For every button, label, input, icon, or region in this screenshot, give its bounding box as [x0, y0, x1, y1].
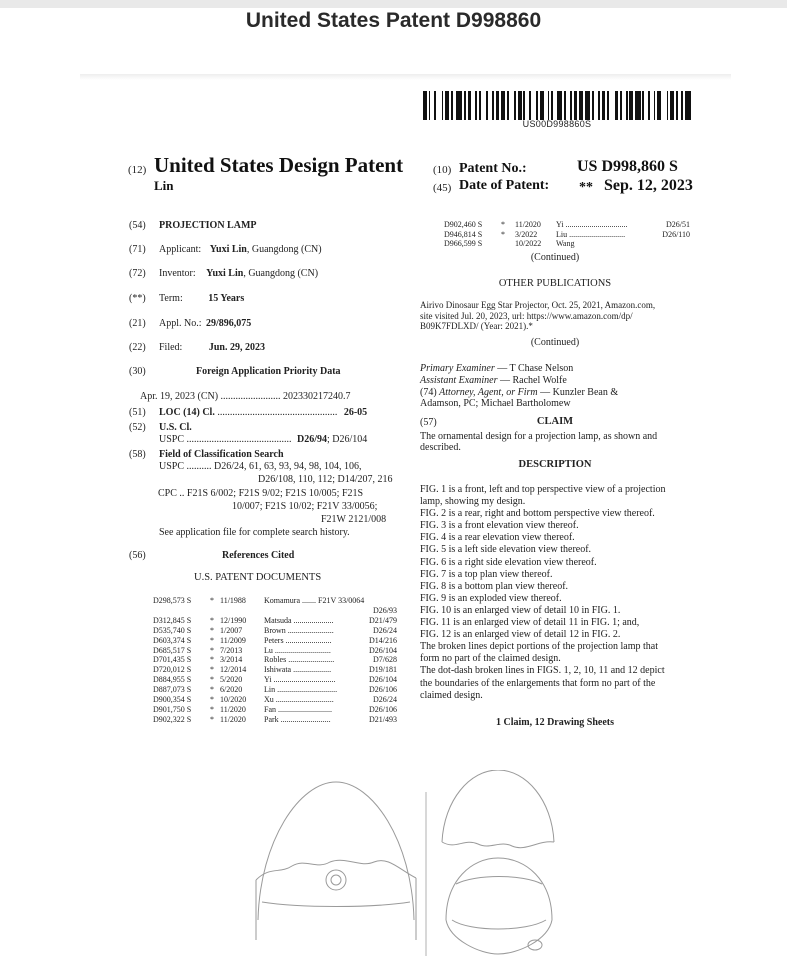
inventor-field	[159, 268, 318, 279]
claim-title: CLAIM	[536, 416, 574, 427]
claim-text	[420, 431, 690, 453]
reference-star: *	[210, 625, 214, 635]
inventor-label: Inventor:	[159, 268, 196, 279]
reference-star: *	[210, 655, 214, 665]
reference-date: 11/1988	[220, 596, 246, 605]
description-line: FIG. 4 is a rear elevation view thereof.	[420, 532, 575, 544]
design-drawings	[250, 770, 670, 956]
patent-no-label: Patent No.:	[459, 161, 527, 176]
search-line: CPC .. F21S 6/002; F21S 9/02; F21S 10/005; F21S	[158, 488, 364, 499]
search-line: D26/108, 110, 112; D14/207, 216	[258, 474, 393, 485]
loc-label: LOC (14) Cl.	[159, 407, 215, 418]
continued-label: (Continued)	[530, 252, 580, 263]
other-publication	[420, 300, 690, 332]
other-publication-line: B09K7FDLXD/ (Year: 2021).*	[420, 321, 533, 331]
us-cl-rest-value: ; D26/104	[327, 434, 368, 445]
term-value: 15 Years	[208, 293, 245, 304]
reference-number: D966,599 S	[444, 239, 483, 249]
field-30-num: (30)	[129, 366, 146, 377]
claim-text-line: The ornamental design for a projection lamp, as shown and	[420, 431, 658, 442]
reference-number: D685,517 S	[153, 645, 192, 655]
claim-text-line: described.	[420, 442, 461, 454]
reference-number: D900,354 S	[153, 695, 192, 704]
reference-star: *	[210, 645, 214, 655]
reference-name: Liu ............................	[556, 229, 626, 239]
primary-examiner	[420, 363, 690, 374]
inventor-name: Yuxi Lin	[206, 268, 244, 279]
description-line: The dot-dash broken lines in FIGS. 1, 2, 10, 11 and 12 depict	[420, 665, 665, 677]
reference-name: Xu .............................	[264, 695, 334, 704]
code-12: (12)	[128, 164, 147, 176]
loc-value: 26-05	[343, 407, 368, 418]
other-publication-line: Airivo Dinosaur Egg Star Projector, Oct. 25, 2021, Amazon.com,	[420, 300, 656, 310]
reference-star: *	[501, 229, 505, 239]
reference-name: Peters .......................	[264, 635, 332, 645]
description-line: claimed design.	[420, 689, 483, 701]
reference-star: *	[501, 220, 505, 229]
description-line: FIG. 12 is an enlarged view of detail 12 in FIG. 2.	[420, 629, 621, 641]
description-line: FIG. 8 is a bottom plan view thereof.	[420, 580, 569, 592]
date-value: Sep. 12, 2023	[604, 177, 693, 194]
reference-class: D19/181	[369, 665, 397, 675]
inventor-place: , Guangdong (CN)	[243, 268, 319, 279]
reference-name: Wang	[556, 239, 575, 249]
attorney-name-1: — Kunzler Bean &	[537, 387, 619, 398]
reference-class: D7/628	[373, 655, 397, 665]
filed-label: Filed:	[159, 342, 183, 353]
reference-number: D720,012 S	[153, 665, 192, 675]
reference-number: D902,460 S	[444, 220, 483, 229]
field-54-num: (54)	[129, 220, 146, 231]
reference-class: D26/24	[373, 695, 397, 704]
reference-date: 3/2022	[515, 229, 538, 239]
reference-class: D21/493	[369, 714, 397, 724]
reference-star: *	[210, 704, 214, 714]
reference-name: Brown .......................	[264, 625, 334, 635]
search-line: F21W 2121/008	[321, 514, 387, 525]
inventor-surname: Lin	[154, 178, 174, 193]
field-of-search-label: Field of Classification Search	[159, 449, 284, 460]
reference-date: 1/2007	[220, 625, 243, 635]
field-22-num: (22)	[129, 342, 146, 353]
description-line: FIG. 2 is a rear, right and bottom perspective view thereof.	[420, 508, 655, 520]
reference-number: D901,750 S	[153, 704, 192, 714]
reference-number: D298,573 S	[153, 596, 192, 605]
reference-date: 7/2013	[220, 645, 243, 655]
reference-name: Robles .......................	[264, 655, 335, 665]
filed-field	[159, 342, 265, 353]
reference-star: *	[210, 695, 214, 704]
attorney	[420, 387, 690, 409]
reference-number: D902,322 S	[153, 714, 192, 724]
filed-value: Jun. 29, 2023	[208, 342, 265, 353]
code-10: (10)	[433, 164, 452, 176]
reference-name: Matsuda ....................	[264, 615, 334, 625]
reference-date: 12/2014	[220, 665, 247, 675]
reference-number: D535,740 S	[153, 625, 192, 635]
reference-name: Yi ...............................	[556, 220, 628, 229]
reference-date: 10/2022	[515, 239, 542, 249]
description-line: FIG. 3 is a front elevation view thereof.	[420, 520, 579, 532]
page-title: United States Patent D998860	[245, 9, 542, 32]
patent-no-value: US D998,860 S	[577, 158, 678, 175]
reference-date: 5/2020	[220, 675, 243, 685]
priority-data-row: Apr. 19, 2023 (CN) ........................ 202330217240.7	[140, 391, 351, 402]
reference-class: D26/104	[369, 645, 397, 655]
reference-star: *	[210, 665, 214, 675]
primary-examiner-label: Primary Examiner	[420, 363, 495, 374]
description-line: FIG. 11 is an enlarged view of detail 11 in FIG. 1; and,	[420, 617, 640, 629]
us-cl-uspc: USPC ..........................................	[159, 434, 292, 445]
us-patent-documents-title: U.S. PATENT DOCUMENTS	[194, 572, 322, 583]
field-52-num: (52)	[129, 422, 146, 433]
description-line: FIG. 1 is a front, left and top perspective view of a projection	[420, 484, 666, 495]
description-line: FIG. 7 is a top plan view thereof.	[420, 568, 553, 580]
claims-count: 1 Claim, 12 Drawing Sheets	[495, 717, 615, 728]
claim-num: (57)	[420, 417, 437, 428]
reference-star: *	[210, 635, 214, 645]
description-line: FIG. 10 is an enlarged view of detail 10 in FIG. 1.	[420, 604, 621, 616]
reference-class: D26/93	[373, 605, 397, 615]
reference-name: Ishiwata ...................	[264, 665, 332, 675]
reference-class: D26/104	[369, 675, 397, 685]
field-72-num: (72)	[129, 268, 146, 279]
front-view-drawing	[256, 782, 416, 940]
term-label: Term:	[159, 293, 183, 304]
description-line: form no part of the claimed design.	[420, 653, 561, 665]
other-publications-title: OTHER PUBLICATIONS	[498, 278, 612, 289]
reference-name: Fan ...........................	[264, 704, 332, 714]
reference-class: D26/110	[662, 229, 690, 239]
reference-number: D887,073 S	[153, 685, 192, 695]
reference-date: 10/2020	[220, 695, 247, 704]
reference-date: 11/2020	[220, 704, 246, 714]
reference-number: D884,955 S	[153, 675, 192, 685]
barcode	[423, 91, 691, 120]
applicant-name: Yuxi Lin	[209, 244, 247, 255]
reference-star: *	[210, 685, 214, 695]
field-21-num: (21)	[129, 318, 146, 329]
reference-name: Lu ............................	[264, 645, 331, 655]
description-body	[420, 484, 690, 702]
reference-name: Yi ...............................	[264, 675, 336, 685]
top-bar	[0, 0, 787, 8]
appl-no-label: Appl. No.:	[159, 318, 202, 329]
term-field	[159, 293, 244, 304]
assistant-examiner-name: — Rachel Wolfe	[497, 375, 567, 386]
description-line: FIG. 6 is a right side elevation view thereof.	[420, 556, 597, 568]
description-line: FIG. 5 is a left side elevation view thereof.	[420, 544, 592, 556]
document-top-edge	[80, 74, 731, 80]
loc-field	[159, 407, 367, 418]
reference-date: 11/2009	[220, 635, 246, 645]
description-line: lamp, showing my design.	[420, 496, 526, 508]
reference-class: D26/51	[666, 220, 690, 229]
reference-number: D312,845 S	[153, 615, 192, 625]
perspective-view-drawing	[442, 770, 554, 954]
field-56-num: (56)	[129, 550, 146, 561]
field-51-num: (51)	[129, 407, 146, 418]
references-cited-title: References Cited	[222, 550, 295, 561]
reference-name: Komamura ....... F21V 33/0064	[264, 596, 365, 605]
reference-star: *	[210, 615, 214, 625]
attorney-label: Attorney, Agent, or Firm	[439, 387, 538, 398]
us-cl-bold-value: D26/94	[297, 434, 328, 445]
reference-date: 11/2020	[220, 714, 246, 724]
reference-name: Lin ..............................	[264, 685, 338, 695]
reference-number: D946,814 S	[444, 229, 483, 239]
applicant-label: Applicant:	[159, 244, 202, 255]
search-history-note: See application file for complete search history.	[159, 527, 350, 538]
reference-name: Park .........................	[264, 714, 331, 724]
reference-class: D21/479	[369, 615, 397, 625]
reference-class: D26/24	[373, 625, 397, 635]
reference-date: 6/2020	[220, 685, 243, 695]
patent-type-title: United States Design Patent	[154, 153, 404, 177]
applicant-field	[159, 244, 322, 255]
title-of-design: PROJECTION LAMP	[159, 220, 257, 231]
field-58-num: (58)	[129, 449, 146, 460]
reference-star: *	[210, 596, 214, 605]
appl-no-field	[159, 318, 251, 329]
search-line: 10/007; F21S 10/02; F21V 33/0056;	[232, 501, 378, 512]
reference-date: 3/2014	[220, 655, 243, 665]
field-term-num: (**)	[129, 293, 146, 304]
reference-number: D603,374 S	[153, 635, 192, 645]
barcode-number: US00D998860S	[522, 119, 592, 129]
attorney-num: (74)	[420, 387, 437, 398]
continued-label: (Continued)	[530, 337, 580, 348]
reference-star: *	[210, 714, 214, 724]
priority-data-title: Foreign Application Priority Data	[196, 366, 341, 377]
us-cl-line	[159, 434, 367, 445]
reference-number: D701,435 S	[153, 655, 192, 665]
description-line: FIG. 9 is an exploded view thereof.	[420, 592, 562, 604]
appl-no-value: 29/896,075	[206, 318, 252, 329]
code-45: (45)	[433, 182, 452, 194]
other-publication-line: site visited Jul. 20, 2023, url: https://www.amazon.com/dp/	[420, 310, 633, 321]
reference-date: 11/2020	[515, 220, 541, 229]
assistant-examiner	[420, 375, 690, 386]
date-stars: **	[579, 180, 593, 195]
description-title: DESCRIPTION	[518, 459, 592, 470]
reference-class: D14/216	[369, 635, 397, 645]
description-line: The broken lines depict portions of the projection lamp that	[420, 641, 658, 653]
reference-class: D26/106	[369, 685, 397, 695]
date-label: Date of Patent:	[459, 178, 550, 193]
reference-star: *	[210, 675, 214, 685]
attorney-name-2: Adamson, PC; Michael Bartholomew	[420, 398, 571, 410]
applicant-place: , Guangdong (CN)	[246, 244, 322, 255]
search-line: USPC .......... D26/24, 61, 63, 93, 94, 98, 104, 106,	[159, 461, 362, 472]
loc-dots: ................................................	[217, 407, 338, 418]
field-71-num: (71)	[129, 244, 146, 255]
description-line: the boundaries of the enlargements that form no part of the	[420, 677, 656, 689]
us-cl-label: U.S. Cl.	[159, 422, 192, 433]
primary-examiner-name: — T Chase Nelson	[494, 363, 574, 374]
assistant-examiner-label: Assistant Examiner	[420, 375, 498, 386]
reference-class: D26/106	[369, 704, 397, 714]
reference-date: 12/1990	[220, 615, 247, 625]
